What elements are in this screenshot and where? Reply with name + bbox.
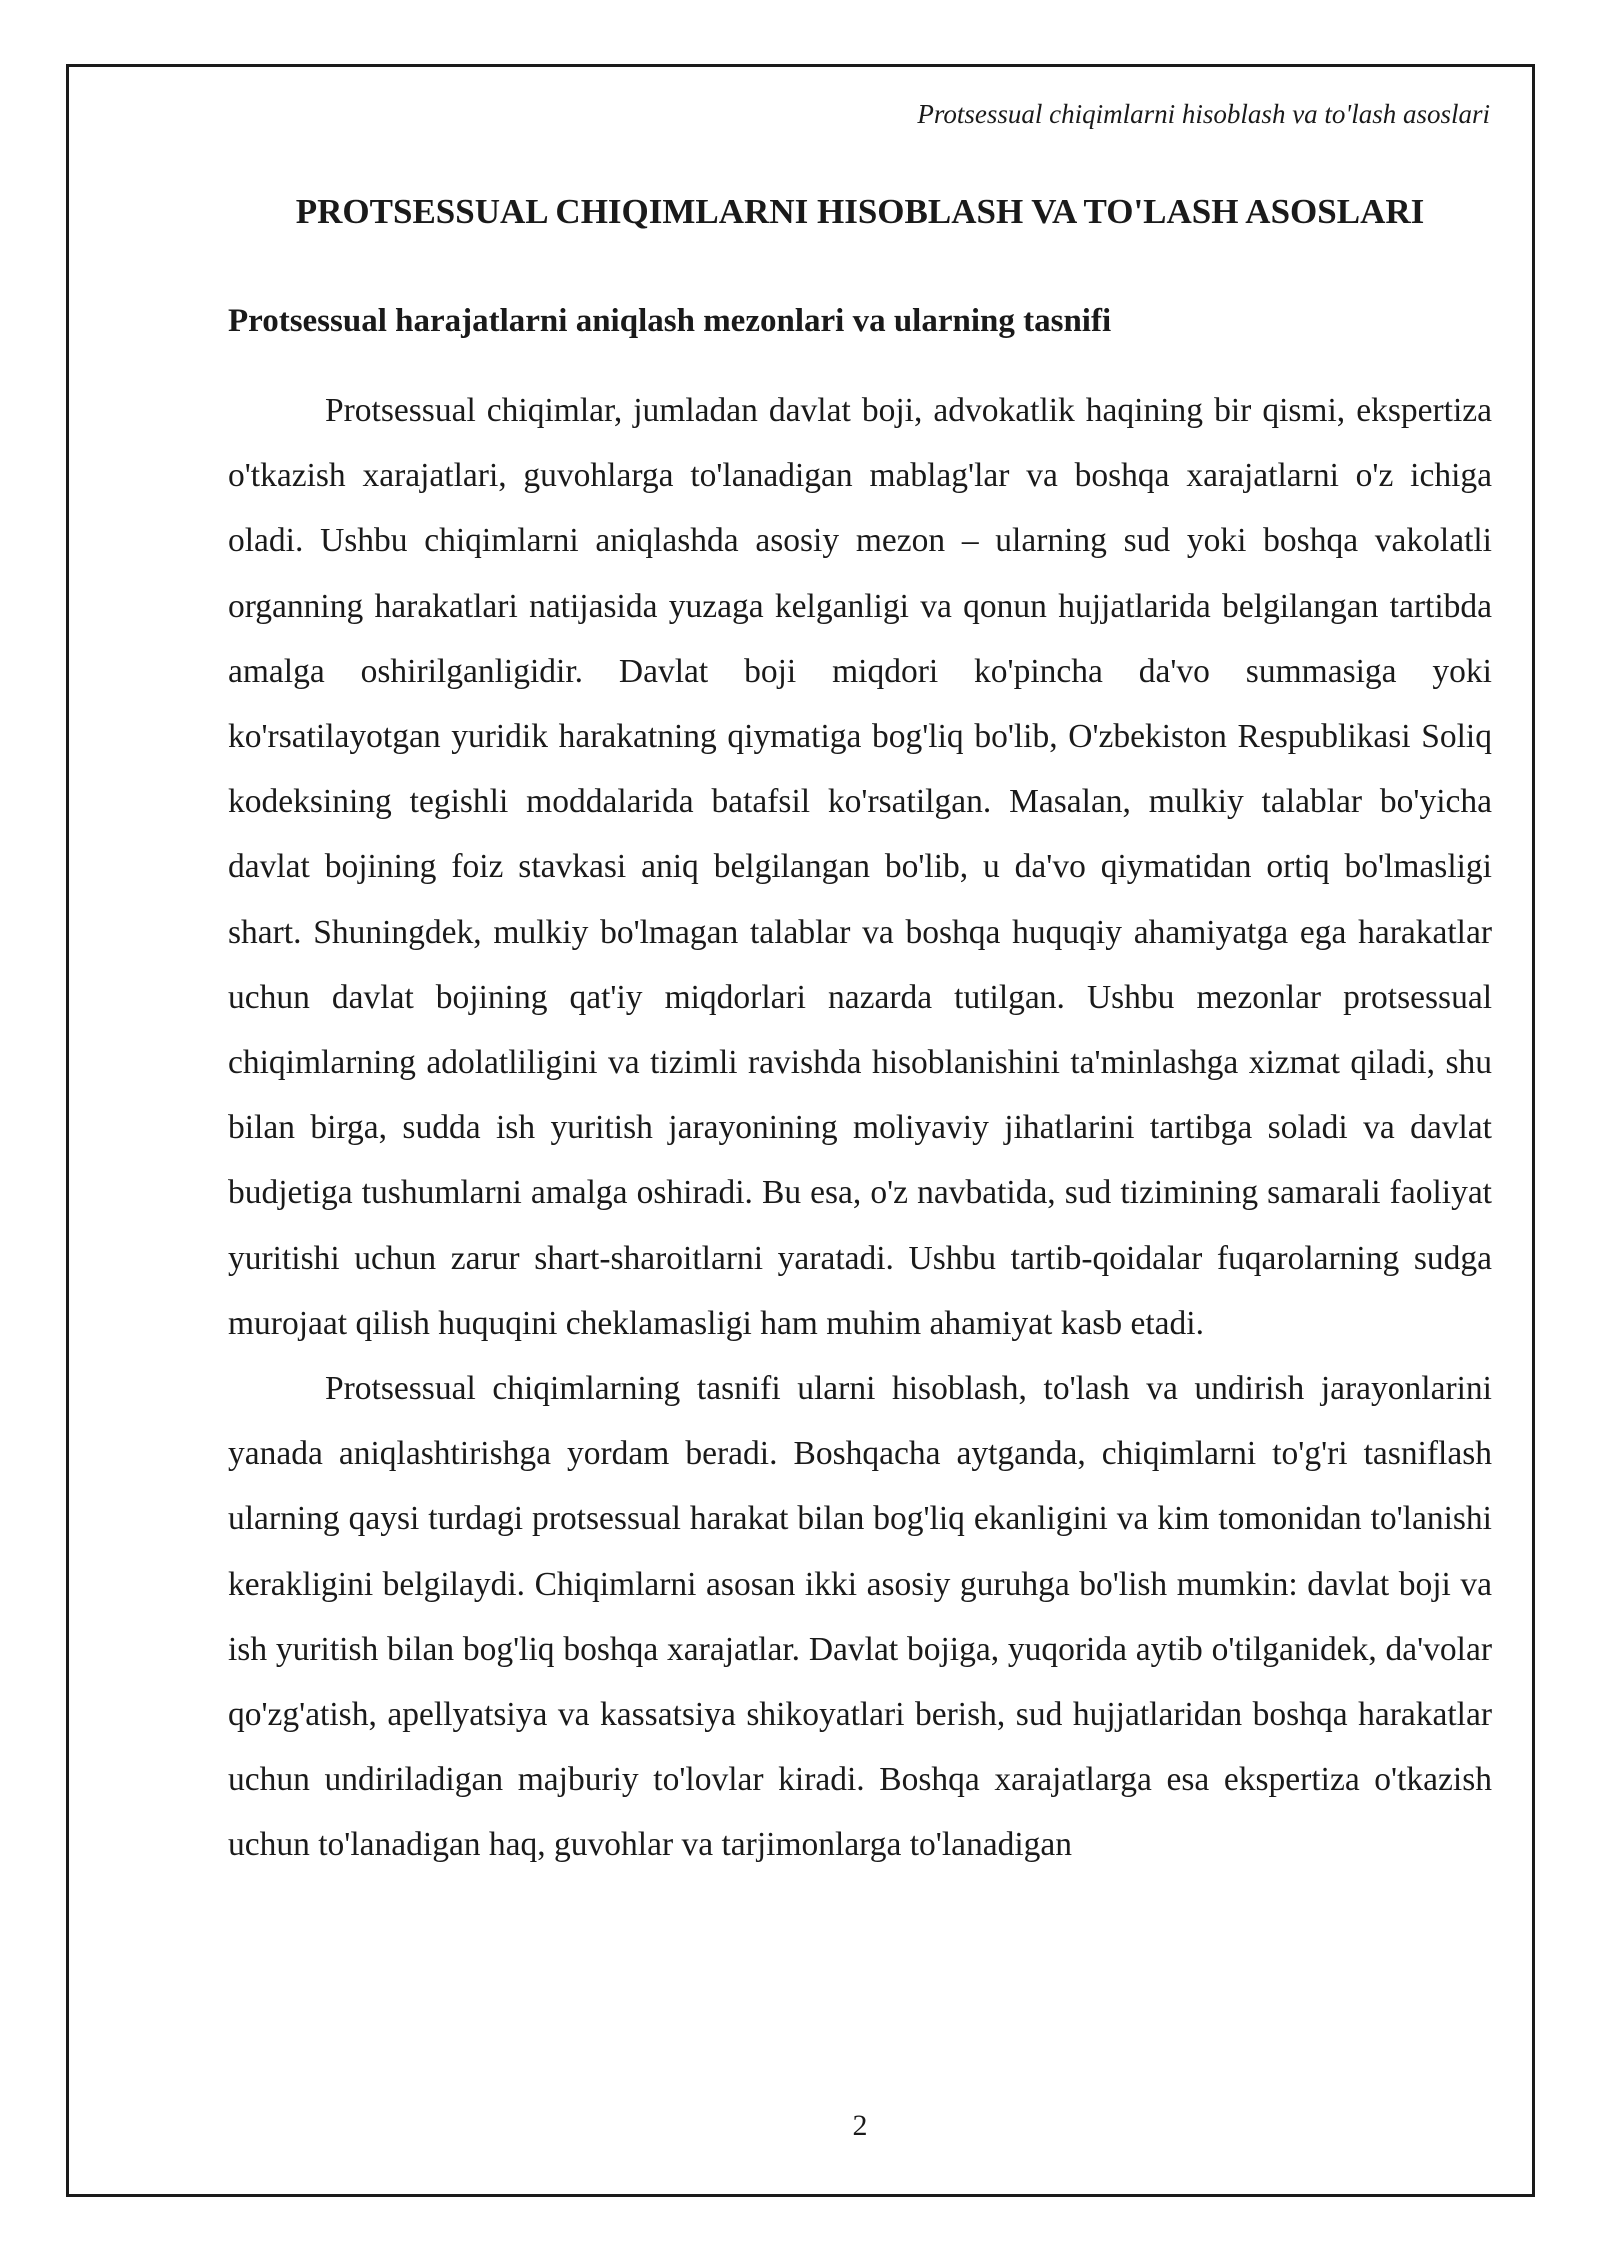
paragraph-2: Protsessual chiqimlarning tasnifi ularni hisoblash, to'lash va undirish jarayonlarini yanada aniqlashtirishga yordam beradi. Boshqacha aytganda, chiqimlarni to'g'ri tasniflash ularning qaysi turdagi protsessual harakat bilan bog'liq ekanligini va kim tomonidan to'lanishi kerakligini belgilaydi. Chiqimlarni asosan ikki asosiy guruhga bo'lish mumkin: davlat boji va ish yuritish bilan bog'liq boshqa xarajatlar. Davlat bojiga, yuqorida aytib o'tilganidek, da'volar qo'zg'atish, apellyatsiya va kassatsiya shikoyatlari berish, sud hujjatlaridan boshqa harakatlar uchun undiriladigan majburiy to'lovlar kiradi. Boshqa xarajatlarga esa ekspertiza o'tkazish uchun to'lanadigan haq, guvohlar va tarjimonlarga to'lanadigan [228,1370,1492,1864]
document-title: PROTSESSUAL CHIQIMLARNI HISOBLASH VA TO'LASH ASOSLARI [295,192,1425,231]
body-text [228,378,1492,1878]
paragraph-1: Protsessual chiqimlar, jumladan davlat boji, advokatlik haqining bir qismi, ekspertiza o'tkazish xarajatlari, guvohlarga to'lanadigan mablag'lar va boshqa xarajatlarni o'z ichiga oladi. Ushbu chiqimlarni aniqlashda asosiy mezon – ularning sud yoki boshqa vakolatli organning harakatlari natijasida yuzaga kelganligi va qonun hujjatlarida belgilangan tartibda amalga oshirilganligidir. Davlat boji miqdori ko'pincha da'vo summasiga yoki ko'rsatilayotgan yuridik harakatning qiymatiga bog'liq bo'lib, O'zbekiston Respublikasi Soliq kodeksining tegishli moddalarida batafsil ko'rsatilgan. Masalan, mulkiy talablar bo'yicha davlat bojining foiz stavkasi aniq belgilangan bo'lib, u da'vo qiymatidan ortiq bo'lmasligi shart. Shuningdek, mulkiy bo'lmagan talablar va boshqa huquqiy ahamiyatga ega harakatlar uchun davlat bojining qat'iy miqdorlari nazarda tutilgan. Ushbu mezonlar protsessual chiqimlarning adolatliligini va tizimli ravishda hisoblanishini ta'minlashga xizmat qiladi, shu bilan birga, sudda ish yuritish jarayonining moliyaviy jihatlarini tartibga soladi va davlat budjetiga tushumlarni amalga oshiradi. Bu esa, o'z navbatida, sud tizimining samarali faoliyat yuritishi uchun zarur shart-sharoitlarni yaratadi. Ushbu tartib-qoidalar fuqarolarning sudga murojaat qilish huquqini cheklamasligi ham muhim ahamiyat kasb etadi. [228,392,1492,1342]
running-header: Protsessual chiqimlarni hisoblash va to'lash asoslari [917,99,1490,129]
section-heading: Protsessual harajatlarni aniqlash mezonlari va ularning tasnifi [228,303,1112,339]
page-number: 2 [852,2109,868,2142]
